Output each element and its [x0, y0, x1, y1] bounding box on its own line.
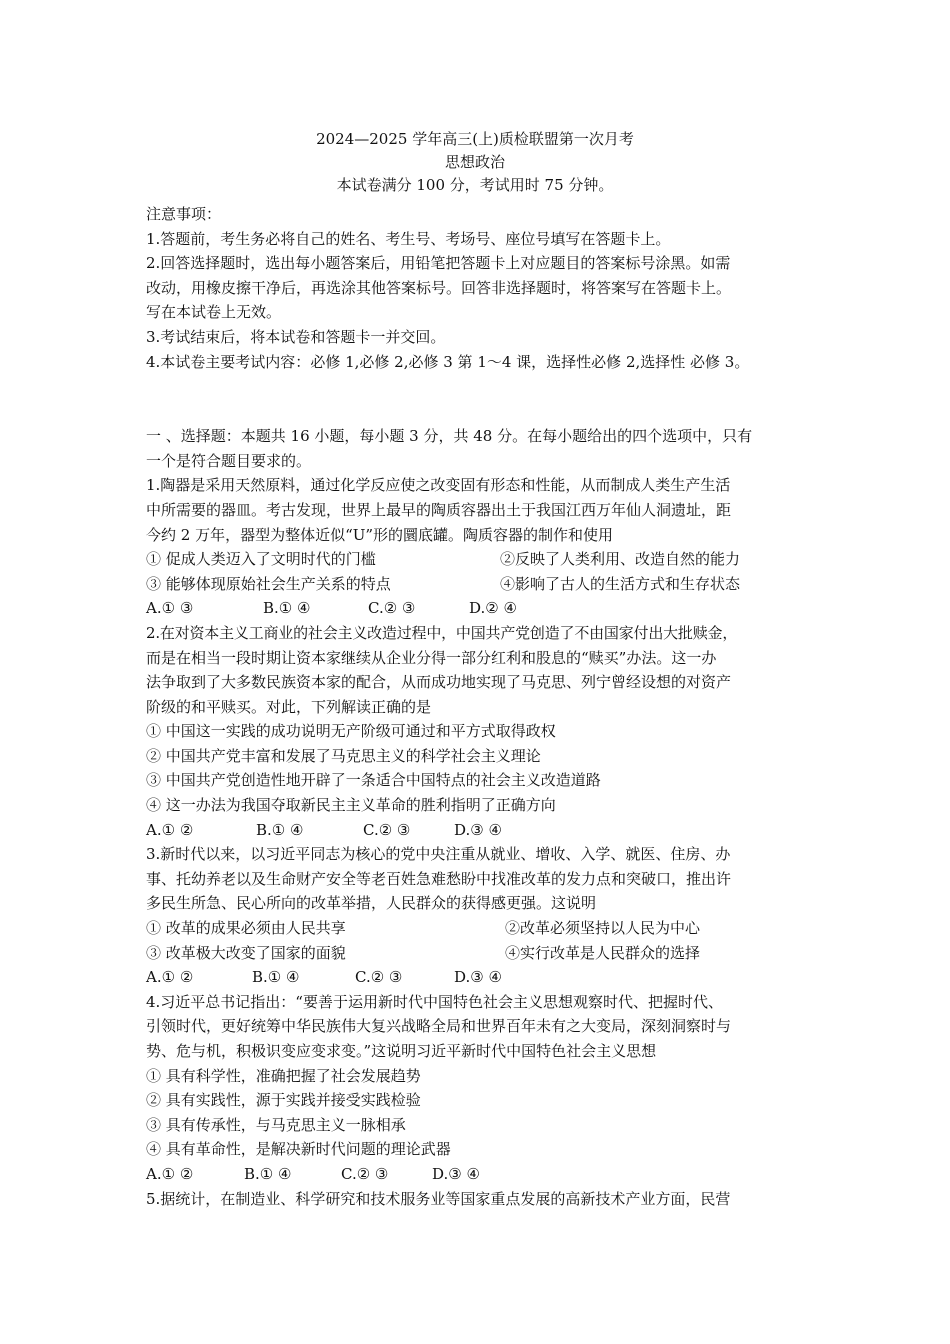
question-stem: 引领时代，更好统筹中华民族伟大复兴战略全局和世界百年未有之大变局，深刻洞察时与	[146, 1017, 732, 1036]
choice-d: D.③ ④	[432, 1164, 480, 1183]
statement-option: ③ 具有传承性，与马克思主义一脉相承	[146, 1115, 406, 1134]
question-stem: 多民生所急、民心所向的改革举措，人民群众的获得感更强。这说明	[146, 894, 597, 913]
statement-option: ① 具有科学性，准确把握了社会发展趋势	[146, 1066, 421, 1085]
notice-item: 改动，用橡皮擦干净后，再选涂其他答案标号。回答非选择题时，将答案写在答题卡上。	[146, 278, 732, 297]
answer-choices	[146, 596, 806, 621]
choice-a: A.① ②	[146, 1164, 194, 1183]
option-row	[146, 547, 806, 572]
question-stem: 事、托幼养老以及生命财产安全等老百姓急难愁盼中找准改革的发力点和突破口，推出许	[146, 869, 732, 888]
question-stem: 而是在相当一段时期让资本家继续从企业分得一部分红利和股息的“赎买”办法。这一办	[146, 648, 717, 667]
question-stem: 法争取到了大多数民族资本家的配合，从而成功地实现了马克思、列宁曾经设想的对资产	[146, 673, 732, 692]
choice-d: D.③ ④	[454, 968, 502, 987]
choice-a: A.① ②	[146, 968, 194, 987]
answer-choices	[146, 818, 806, 843]
statement-option: ① 改革的成果必须由人民共享	[146, 919, 346, 938]
section-line: 一个是符合题目要求的。	[146, 451, 312, 470]
statement-option: ① 中国这一实践的成功说明无产阶级可通过和平方式取得政权	[146, 722, 556, 741]
exam-info: 本试卷满分 100 分，考试用时 75 分钟。	[336, 176, 614, 194]
exam-content	[146, 202, 806, 1211]
choice-b: B.① ④	[244, 1164, 292, 1183]
choice-c: C.② ③	[363, 820, 411, 839]
question-stem: 2.在对资本主义工商业的社会主义改造过程中，中国共产党创造了不由国家付出大批赎金，	[146, 623, 738, 642]
option-row	[146, 572, 806, 597]
notice-item: 4.本试卷主要考试内容：必修 1,必修 2,必修 3 第 1～4 课，选择性必修 2,选择性 必修 3。	[146, 352, 750, 371]
statement-option: ④ 这一办法为我国夺取新民主主义革命的胜利指明了正确方向	[146, 796, 556, 815]
notice-heading: 注意事项：	[146, 205, 222, 223]
question-stem: 今约 2 万年，器型为整体近似“U”形的圜底罐。陶质容器的制作和使用	[146, 525, 614, 544]
notice-item: 写在本试卷上无效。	[146, 303, 282, 322]
exam-header	[0, 128, 950, 197]
choice-b: B.① ④	[256, 820, 304, 839]
option-row	[146, 916, 806, 941]
choice-d: D.③ ④	[454, 820, 502, 839]
question-stem: 3.新时代以来，以习近平同志为核心的党中央注重从就业、增收、入学、就医、住房、办	[146, 845, 731, 864]
question-stem: 5.据统计，在制造业、科学研究和技术服务业等国家重点发展的高新技术产业方面，民营	[146, 1189, 731, 1208]
choice-a: A.① ③	[146, 599, 194, 618]
answer-choices	[146, 1162, 806, 1187]
question-stem: 1.陶器是采用天然原料，通过化学反应使之改变固有形态和性能，从而制成人类生产生活	[146, 476, 731, 495]
question-1	[146, 473, 806, 621]
section-heading	[146, 424, 806, 473]
statement-option: ④ 具有革命性，是解决新时代问题的理论武器	[146, 1140, 451, 1159]
statement-option: ②反映了人类利用、改造自然的能力	[500, 550, 741, 569]
statement-option: ②改革必须坚持以人民为中心	[505, 919, 701, 938]
option-row	[146, 941, 806, 966]
statement-option: ④影响了古人的生活方式和生存状态	[500, 574, 741, 593]
choice-a: A.① ②	[146, 820, 194, 839]
choice-c: C.② ③	[368, 599, 416, 618]
answer-choices	[146, 965, 806, 990]
notice-item: 1.答题前，考生务必将自己的姓名、考生号、考场号、座位号填写在答题卡上。	[146, 229, 671, 248]
section-spacer	[146, 374, 806, 424]
question-stem: 势、危与机，积极识变应变求变。”这说明习近平新时代中国特色社会主义思想	[146, 1042, 657, 1060]
question-stem: 4.习近平总书记指出：“要善于运用新时代中国特色社会主义思想观察时代、把握时代、	[146, 992, 723, 1011]
choice-d: D.② ④	[469, 599, 517, 618]
exam-title: 2024—2025 学年高三(上)质检联盟第一次月考	[316, 130, 634, 148]
statement-option: ② 中国共产党丰富和发展了马克思主义的科学社会主义理论	[146, 746, 541, 765]
choice-c: C.② ③	[355, 968, 403, 987]
statement-option: ③ 改革极大改变了国家的面貌	[146, 943, 346, 962]
question-stem: 中所需要的器皿。考古发现，世界上最早的陶质容器出土于我国江西万年仙人洞遗址，距	[146, 500, 732, 519]
choice-b: B.① ④	[263, 599, 311, 618]
choice-b: B.① ④	[252, 968, 300, 987]
section-line: 一 、选择题：本题共 16 小题，每小题 3 分，共 48 分。在每小题给出的四个选项中，只有	[146, 427, 753, 446]
statement-option: ① 促成人类迈入了文明时代的门槛	[146, 550, 376, 569]
question-3	[146, 842, 806, 990]
question-5	[146, 1187, 806, 1212]
notice-item: 2.回答选择题时，选出每小题答案后，用铅笔把答题卡上对应题目的答案标号涂黑。如需	[146, 254, 731, 273]
choice-c: C.② ③	[341, 1164, 389, 1183]
statement-option: ② 具有实践性，源于实践并接受实践检验	[146, 1091, 421, 1110]
exam-subject: 思想政治	[444, 153, 505, 171]
question-2	[146, 621, 806, 842]
statement-option: ④实行改革是人民群众的选择	[505, 943, 701, 962]
question-stem: 阶级的和平赎买。对此，下列解读正确的是	[146, 697, 432, 716]
question-4	[146, 990, 806, 1187]
statement-option: ③ 能够体现原始社会生产关系的特点	[146, 574, 391, 593]
statement-option: ③ 中国共产党创造性地开辟了一条适合中国特点的社会主义改造道路	[146, 771, 601, 790]
notice-section	[146, 202, 806, 374]
notice-item: 3.考试结束后，将本试卷和答题卡一并交回。	[146, 327, 446, 346]
